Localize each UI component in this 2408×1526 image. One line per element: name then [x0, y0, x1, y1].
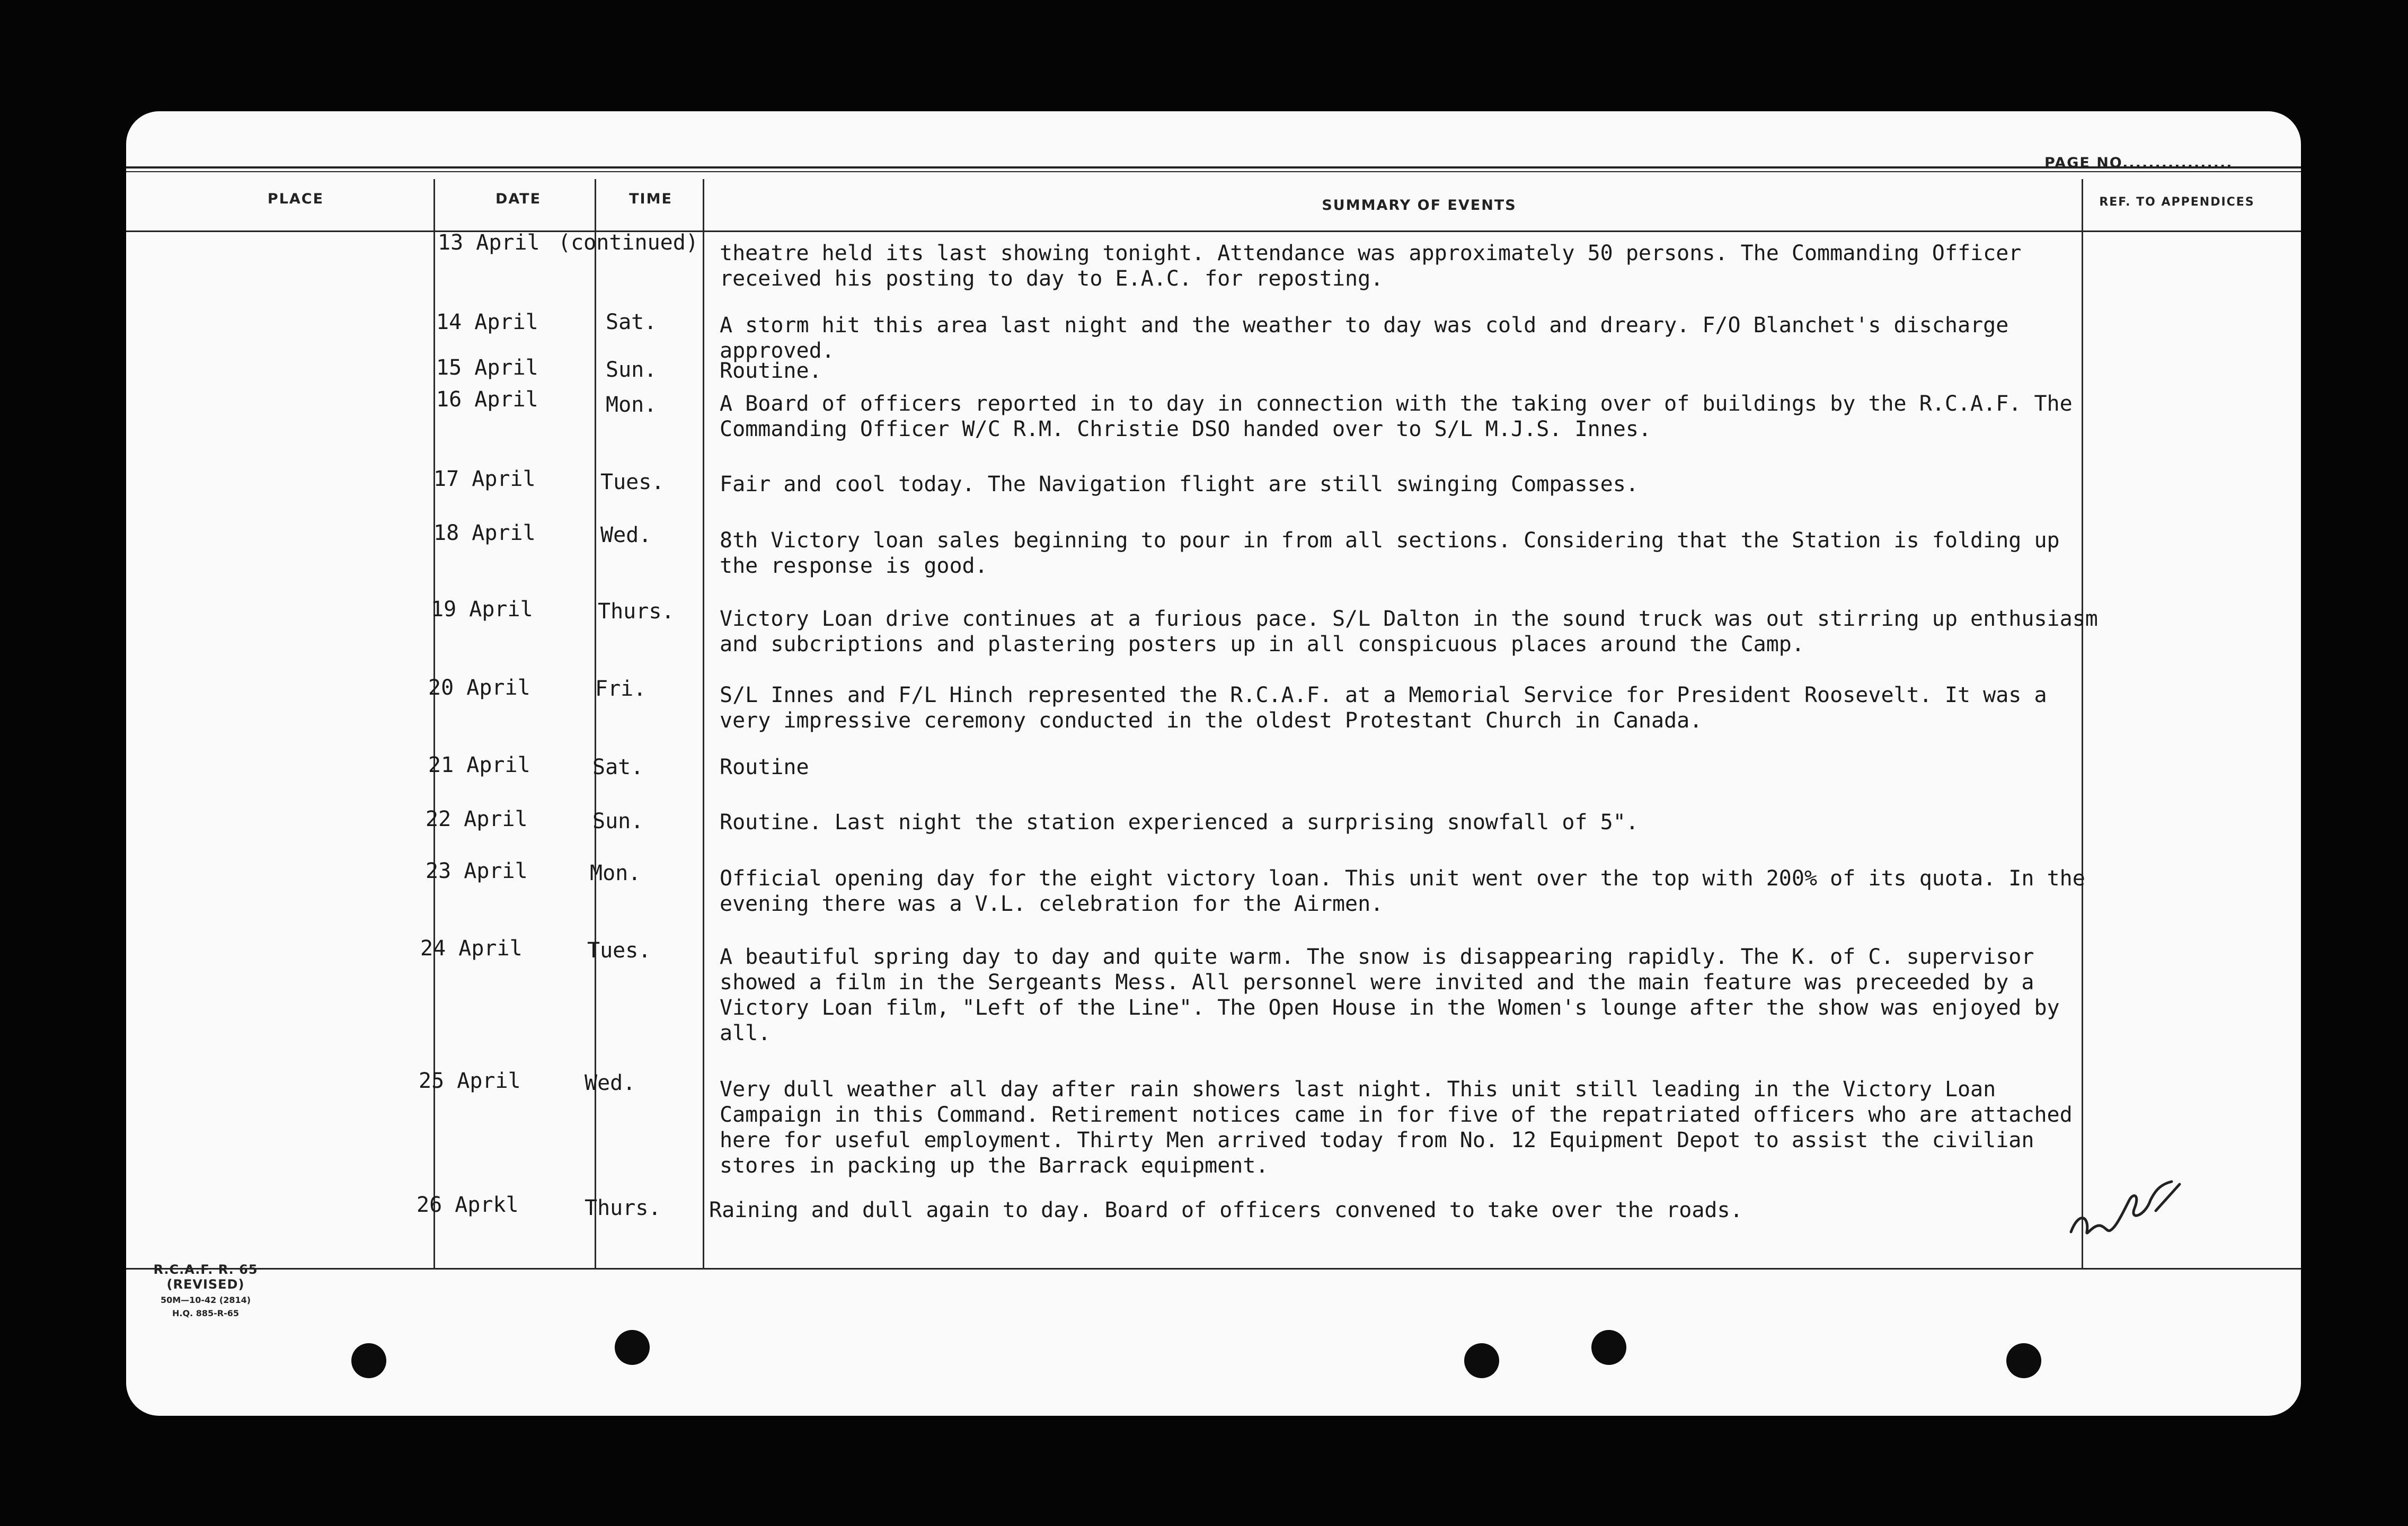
punch-hole	[1591, 1330, 1626, 1365]
entry-date: 24 April	[420, 936, 523, 961]
entry-summary: A Board of officers reported in to day in connection with the taking over of buildings by the R.C.A.F. The Commanding Officer W/C R.M. Christie DSO handed over to S/L M.J.S. Innes.	[720, 392, 2073, 441]
form-print-run: 50M—10-42 (2814)	[160, 1295, 251, 1305]
entry-day: Mon.	[590, 861, 641, 885]
date-column-header: DATE	[495, 191, 542, 207]
entry-day: Sat.	[606, 310, 657, 334]
signature	[2066, 1179, 2188, 1248]
summary-column-header: SUMMARY OF EVENTS	[1322, 197, 1517, 214]
entry-summary: Routine.	[720, 359, 822, 383]
entry-summary: A beautiful spring day to day and quite warm. The snow is disappearing rapidly. The K. of C. supervisor showed a film in the Sergeants Mess. All personnel were invited and the main feature was preceeded by a Victory Loan film, "Left of the Line". The Open House in the Women's lounge after the show was enjoyed by all.	[720, 945, 2060, 1045]
form-hq-ref: H.Q. 885-R-65	[172, 1308, 239, 1318]
date-time-divider	[595, 179, 596, 1270]
page-number-label: PAGE NO.................	[2044, 155, 2233, 171]
entry-day: Wed.	[585, 1071, 636, 1095]
entry-date: 22 April	[426, 807, 528, 831]
entry-summary: A storm hit this area last night and the weather to day was cold and dreary. F/O Blanchet's discharge approved.	[720, 313, 2009, 363]
punch-hole	[2006, 1343, 2041, 1378]
entry-day: Tues.	[587, 938, 651, 963]
entry-day: (continued)	[558, 230, 698, 255]
entry-date: 16 April	[436, 387, 538, 412]
entry-summary: theatre held its last showing tonight. Attendance was approximately 50 persons. The Commanding Officer received his posting to day to E.A.C. for reposting.	[720, 241, 2022, 291]
entry-date: 23 April	[426, 859, 528, 883]
entry-day: Wed.	[600, 523, 652, 547]
entry-summary: Raining and dull again to day. Board of officers convened to take over the roads.	[709, 1198, 1743, 1222]
entry-date: 13 April	[438, 230, 540, 255]
entry-summary: Very dull weather all day after rain showers last night. This unit still leading in the Victory Loan Campaign in this Command. Retirement notices came in for five of the repatriated officers who are attached here for useful employment. Thirty Men arrived today from No. 12 Equipment Depot to assist the civilian stores in packing up the Barrack equipment.	[720, 1077, 2073, 1178]
diary-form-card	[126, 111, 2301, 1416]
form-number: R.C.A.F. R. 65 (REVISED)	[153, 1262, 258, 1292]
entry-summary: Official opening day for the eight victory loan. This unit went over the top with 200% of its quota. In the evening there was a V.L. celebration for the Airmen.	[720, 866, 2085, 916]
entry-summary: Routine	[720, 755, 809, 779]
ref-column-header: REF. TO APPENDICES	[2099, 196, 2255, 209]
punch-hole	[351, 1343, 386, 1378]
entry-date: 14 April	[436, 310, 538, 334]
top-rule-thin	[126, 171, 2301, 172]
entry-day: Fri.	[595, 677, 647, 701]
time-summary-divider	[703, 179, 704, 1270]
entry-date: 20 April	[428, 676, 530, 700]
entry-summary: Fair and cool today. The Navigation flight are still swinging Compasses.	[720, 472, 1639, 496]
entry-date: 18 April	[433, 521, 536, 545]
entry-summary: 8th Victory loan sales beginning to pour in from all sections. Considering that the Station is folding up the response is good.	[720, 528, 2060, 578]
punch-hole	[615, 1330, 650, 1365]
entry-summary: Victory Loan drive continues at a furious pace. S/L Dalton in the sound truck was out stirring up enthusiasm and subcriptions and plastering posters up in all conspicuous places around the Camp.	[720, 607, 2098, 656]
entry-day: Sun.	[606, 358, 657, 382]
place-column-header: PLACE	[267, 191, 324, 207]
entry-date: 15 April	[436, 356, 538, 380]
bottom-rule	[126, 1268, 2301, 1270]
entry-summary: Routine. Last night the station experienced a surprising snowfall of 5".	[720, 810, 1639, 835]
place-date-divider	[433, 179, 435, 1270]
time-column-header: TIME	[629, 191, 672, 207]
entry-date: 21 April	[428, 753, 530, 777]
entry-day: Tues.	[600, 470, 665, 494]
form-identification	[137, 1262, 275, 1318]
entry-day: Mon.	[606, 393, 657, 417]
entry-date: 26 Aprkl	[417, 1193, 519, 1217]
entry-day: Thurs.	[598, 599, 675, 624]
entry-day: Thurs.	[585, 1196, 661, 1220]
top-rule	[126, 166, 2301, 168]
entry-day: Sun.	[592, 809, 644, 833]
entry-summary: S/L Innes and F/L Hinch represented the R.C.A.F. at a Memorial Service for President Roosevelt. It was a very impressive ceremony conducted in the oldest Protestant Church in Canada.	[720, 683, 2047, 733]
entry-date: 25 April	[419, 1069, 521, 1093]
entry-date: 17 April	[433, 467, 536, 491]
entry-date: 19 April	[431, 597, 533, 622]
entry-day: Sat.	[592, 755, 644, 779]
punch-hole	[1464, 1343, 1499, 1378]
